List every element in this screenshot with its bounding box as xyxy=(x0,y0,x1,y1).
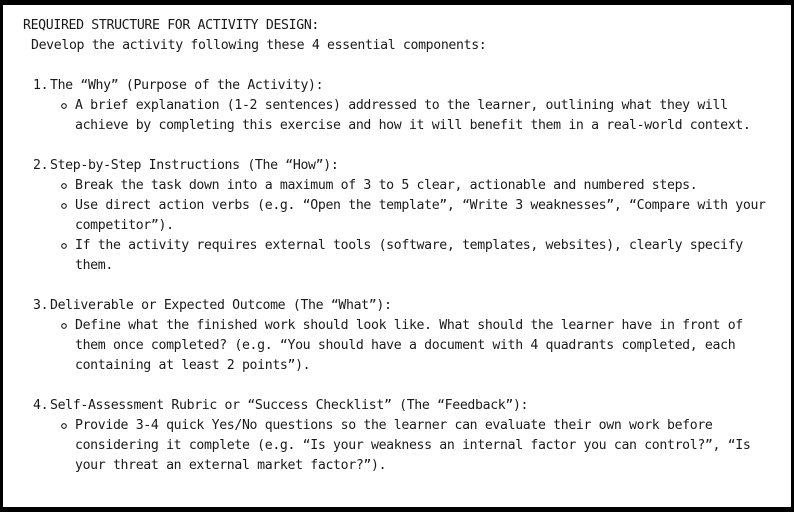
list-item xyxy=(65,96,779,136)
section-title: Step-by-Step Instructions (The “How”): xyxy=(50,158,339,173)
section-what xyxy=(33,296,779,376)
list-item xyxy=(65,196,779,236)
hollow-bullet-icon xyxy=(58,176,70,196)
section-number: 1. xyxy=(33,78,49,93)
hollow-bullet-icon xyxy=(58,96,70,116)
bullet-list xyxy=(33,176,779,276)
section-number: 2. xyxy=(33,158,49,173)
list-item-text: Break the task down into a maximum of 3 to 5 clear, actionable and numbered steps. xyxy=(75,178,698,193)
list-item-text: Use direct action verbs (e.g. “Open the template”, “Write 3 weaknesses”, “Compare with your competitor”). xyxy=(75,198,766,233)
hollow-bullet-icon xyxy=(58,316,70,336)
list-item xyxy=(65,416,779,476)
section-why xyxy=(33,76,779,136)
document-heading: REQUIRED STRUCTURE FOR ACTIVITY DESIGN: xyxy=(23,18,319,33)
bullet-list xyxy=(33,96,779,136)
list-item-text: If the activity requires external tools (software, templates, websites), clearly specify them. xyxy=(75,238,743,273)
hollow-bullet-icon xyxy=(58,416,70,436)
section-feedback xyxy=(33,396,779,476)
bullet-list xyxy=(33,316,779,376)
section-number: 4. xyxy=(33,398,49,413)
section-title: Deliverable or Expected Outcome (The “What”): xyxy=(50,298,392,313)
document-body xyxy=(23,16,779,476)
list-item-text: A brief explanation (1-2 sentences) addressed to the learner, outlining what they will achieve by completing this exercise and how it will benefit them in a real-world context. xyxy=(75,98,751,133)
hollow-bullet-icon xyxy=(58,196,70,216)
bullet-list xyxy=(33,416,779,476)
section-number: 3. xyxy=(33,298,49,313)
hollow-bullet-icon xyxy=(58,236,70,256)
document-intro: Develop the activity following these 4 essential components: xyxy=(31,38,487,53)
document-panel xyxy=(0,5,794,507)
list-item-text: Define what the finished work should look like. What should the learner have in front of them once completed? (e.g. “You should have a document with 4 quadrants completed, each containing at least 2 points”). xyxy=(75,318,743,373)
list-item-text: Provide 3-4 quick Yes/No questions so the learner can evaluate their own work before considering it complete (e.g. “Is your weakness an internal factor you can control?”, “Is your threat an external market factor?”). xyxy=(75,418,751,473)
list-item xyxy=(65,236,779,276)
section-title: The “Why” (Purpose of the Activity): xyxy=(50,78,324,93)
list-item xyxy=(65,316,779,376)
section-how xyxy=(33,156,779,276)
list-item xyxy=(65,176,779,196)
section-title: Self-Assessment Rubric or “Success Checklist” (The “Feedback”): xyxy=(50,398,529,413)
